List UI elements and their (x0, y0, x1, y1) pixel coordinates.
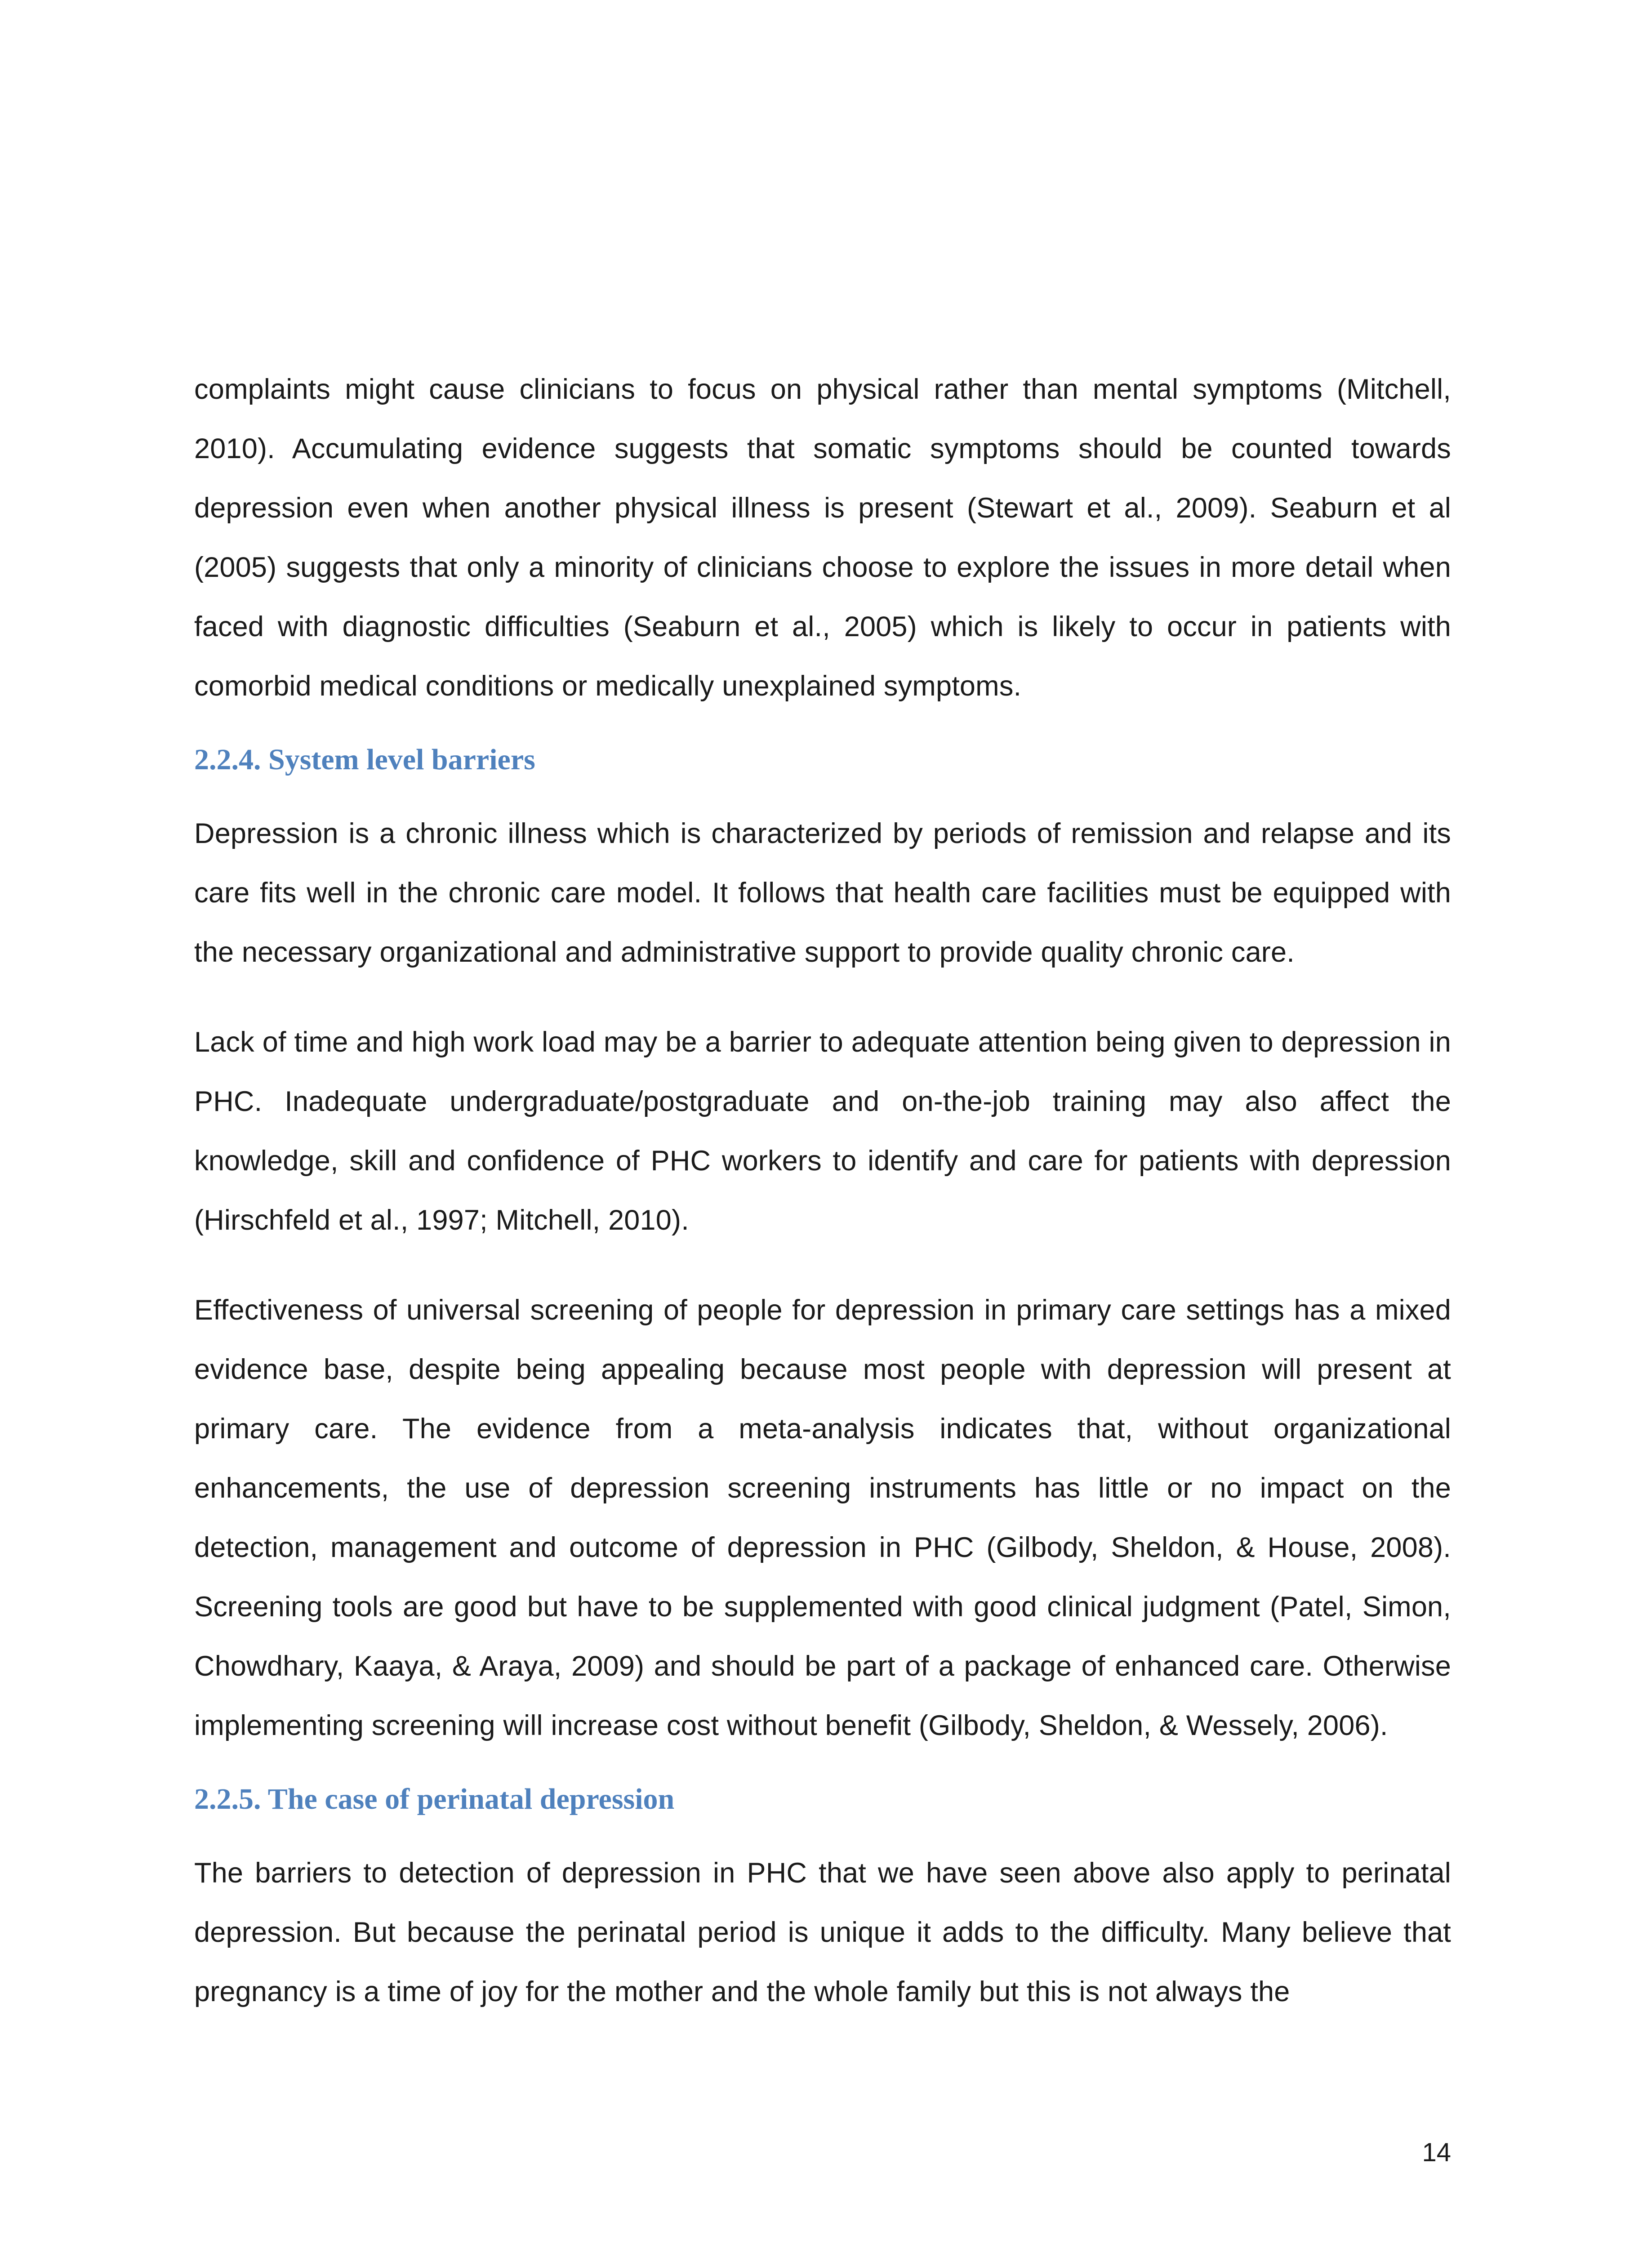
body-paragraph: Lack of time and high work load may be a barrier to adequate attention being given to depression in PHC. Inadequate undergraduate/postgraduate and on-the-job training may also affect the knowledge, skill and confidence of PHC workers to identify and care for patients with depression (Hirschfeld et al., 1997; Mitchell, 2010). (194, 1026, 1451, 1236)
document-page (194, 360, 1451, 2021)
body-paragraph: complaints might cause clinicians to focus on physical rather than mental symptoms (Mitchell, 2010). Accumulating evidence suggests that somatic symptoms should be counted towards depression even when another physical illness is present (Stewart et al., 2009). Seaburn et al (2005) suggests that only a minority of clinicians choose to explore the issues in more detail when faced with diagnostic difficulties (Seaburn et al., 2005) which is likely to occur in patients with comorbid medical conditions or medically unexplained symptoms. (194, 374, 1451, 702)
section-heading-system-level-barriers: 2.2.4. System level barriers (194, 743, 535, 776)
body-paragraph: Effectiveness of universal screening of people for depression in primary care settings has a mixed evidence base, despite being appealing because most people with depression will present at primary care. The evidence from a meta-analysis indicates that, without organizational enhancements, the use of depression screening instruments has little or no impact on the detection, management and outcome of depression in PHC (Gilbody, Sheldon, & House, 2008). Screening tools are good but have to be supplemented with good clinical judgment (Patel, Simon, Chowdhary, Kaaya, & Araya, 2009) and should be part of a package of enhanced care. Otherwise implementing screening will increase cost without benefit (Gilbody, Sheldon, & Wessely, 2006). (194, 1294, 1451, 1741)
body-paragraph: The barriers to detection of depression in PHC that we have seen above also apply to perinatal depression. But because the perinatal period is unique it adds to the difficulty. Many believe that pregnancy is a time of joy for the mother and the whole family but this is not always the (194, 1857, 1451, 2007)
section-heading-perinatal-depression: 2.2.5. The case of perinatal depression (194, 1783, 675, 1815)
page-number: 14 (1422, 2138, 1451, 2167)
body-paragraph: Depression is a chronic illness which is characterized by periods of remission and relapse and its care fits well in the chronic care model. It follows that health care facilities must be equipped with the necessary organizational and administrative support to provide quality chronic care. (194, 818, 1451, 968)
